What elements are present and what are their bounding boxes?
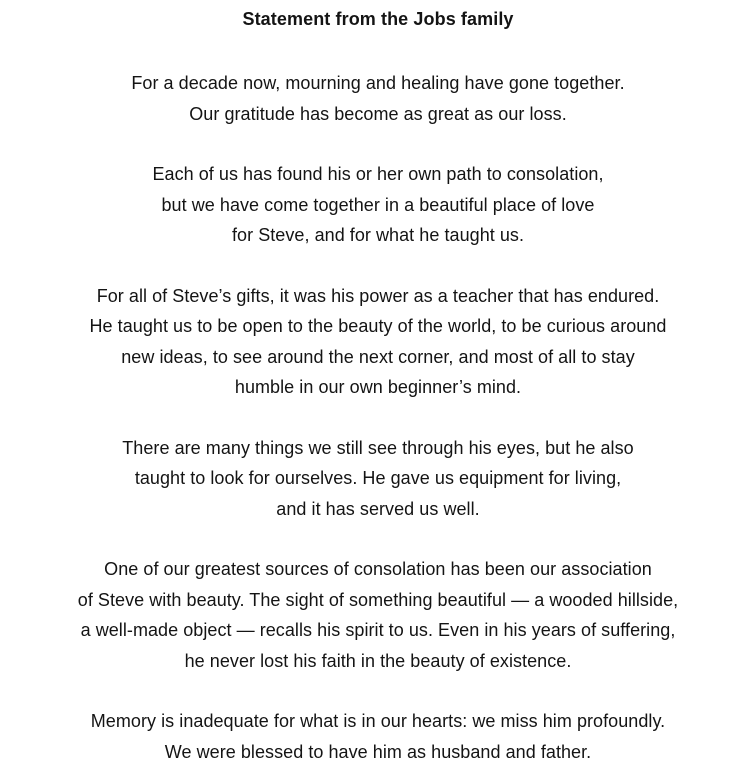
paragraph-line: Our gratitude has become as great as our loss. <box>189 103 567 124</box>
paragraph-line: For a decade now, mourning and healing have gone together. <box>131 73 625 93</box>
paragraph-line: and it has served us well. <box>276 498 480 519</box>
paragraph-line: new ideas, to see around the next corner, and most of all to stay <box>121 346 635 367</box>
paragraph-3 <box>0 281 756 403</box>
page-title: Statement from the Jobs family <box>242 9 514 29</box>
paragraph-line: We were blessed to have him as husband and father. <box>164 741 592 762</box>
paragraph-line: a well-made object — recalls his spirit to us. Even in his years of suffering, <box>80 620 676 640</box>
paragraph-line: For all of Steve’s gifts, it was his power as a teacher that has endured. <box>96 285 660 306</box>
paragraph-line: Memory is inadequate for what is in our hearts: we miss him profoundly. <box>90 711 666 731</box>
paragraph-line: One of our greatest sources of consolation has been our association <box>104 559 652 579</box>
paragraph-line: There are many things we still see through his eyes, but he also <box>122 437 634 458</box>
paragraph-line: taught to look for ourselves. He gave us equipment for living, <box>134 468 622 488</box>
paragraph-2 <box>0 159 756 251</box>
paragraph-5 <box>0 554 756 676</box>
paragraph-6 <box>0 706 756 767</box>
paragraph-1 <box>0 68 756 129</box>
paragraph-4 <box>0 433 756 525</box>
paragraph-line: he never lost his faith in the beauty of existence. <box>184 650 572 671</box>
paragraph-line: humble in our own beginner’s mind. <box>234 377 522 397</box>
paragraph-line: of Steve with beauty. The sight of something beautiful — a wooded hillside, <box>77 589 679 610</box>
paragraph-line: He taught us to be open to the beauty of the world, to be curious around <box>89 316 667 336</box>
paragraph-line: Each of us has found his or her own path to consolation, <box>152 164 604 184</box>
paragraph-line: but we have come together in a beautiful place of love <box>161 194 595 215</box>
paragraph-line: for Steve, and for what he taught us. <box>231 225 525 245</box>
